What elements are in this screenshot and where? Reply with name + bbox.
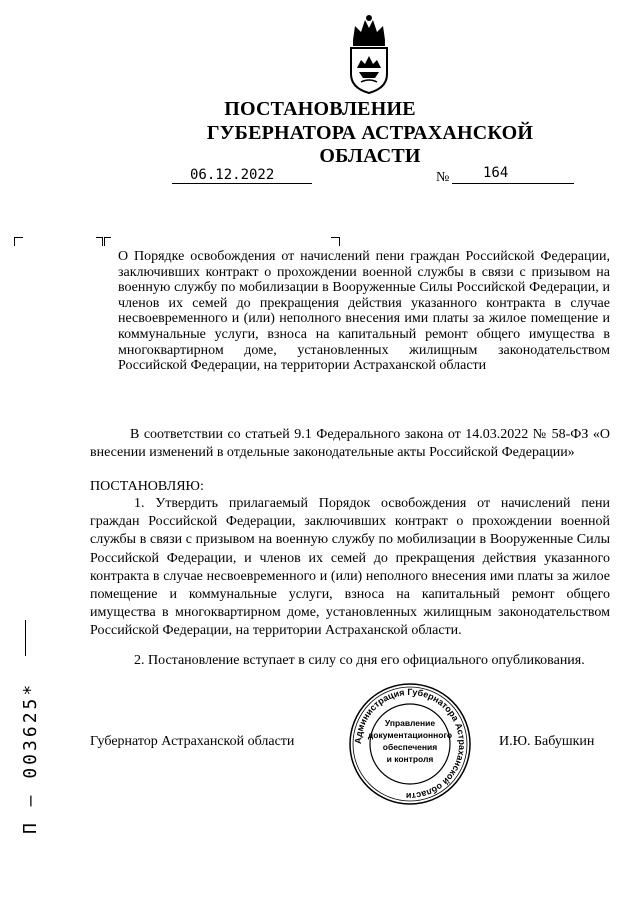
item-1-paragraph: 1. Утвердить прилагаемый Порядок освобождения от начислений пени граждан Российской Федерации, заключивших контракт о прохождении военной службы в связи с призывом на военную службу по мобилизации в Вооруженные Силы Российской Федерации, и членов их семей до прекращения действия указанного контракта в случае несвоевременного и (или) неполного внесения ими платы за жилое помещение и коммунальные услуги, взноса на капитальный ремонт общего имущества в многоквартирном доме, установленных жилищным законодательством Российской Федерации, на территории Астраханской области.	[90, 496, 610, 639]
bracket-top-right	[331, 237, 340, 246]
bracket-subject-left-2	[104, 237, 111, 246]
side-registration-code: П – 003625*	[20, 681, 41, 834]
document-date: 06.12.2022	[190, 167, 275, 183]
stamp-line3: обеспечения	[382, 742, 438, 752]
document-title-line1: ПОСТАНОВЛЕНИЕ	[224, 98, 416, 120]
document-title-line2: ГУБЕРНАТОРА АСТРАХАНСКОЙ ОБЛАСТИ	[206, 122, 534, 167]
stamp-ring-text: Администрация Губернатора Астраханской области	[352, 686, 468, 802]
item-2-paragraph: 2. Постановление вступает в силу со дня его официального опубликования.	[134, 653, 585, 668]
stamp-line1: Управление	[384, 718, 436, 728]
bracket-top-left	[14, 237, 23, 246]
signatory-name: И.Ю. Бабушкин	[499, 734, 595, 749]
side-margin-line	[25, 620, 26, 656]
document-number: 164	[483, 165, 509, 181]
number-underline	[452, 183, 574, 184]
bracket-subject-left	[96, 237, 103, 246]
number-label: №	[436, 170, 450, 185]
preamble-paragraph: В соответствии со статьей 9.1 Федерального закона от 14.03.2022 № 58-ФЗ «О внесении изменений в отдельные законодательные акты Российской Федерации»	[90, 427, 610, 461]
official-stamp	[348, 682, 472, 806]
document-subject: О Порядке освобождения от начислений пени граждан Российской Федерации, заключивших контракт о прохождении военной службы в связи с призывом на военную службу по мобилизации в Вооруженные Силы Российской Федерации, и членов их семей до прекращения действия указанного контракта в случае несвоевременного и (или) неполного внесения ими платы за жилое помещение и коммунальные услуги, взноса на капитальный ремонт общего имущества в многоквартирном доме, установленных жилищным законодательством Российской Федерации, на территории Астраханской области	[118, 249, 610, 374]
stamp-line2: документационного	[367, 730, 453, 740]
decree-word: ПОСТАНОВЛЯЮ:	[90, 479, 204, 494]
signatory-position: Губернатор Астраханской области	[90, 734, 295, 749]
date-underline	[172, 183, 312, 184]
stamp-line4: и контроля	[386, 754, 434, 764]
coat-of-arms-emblem	[347, 14, 391, 94]
